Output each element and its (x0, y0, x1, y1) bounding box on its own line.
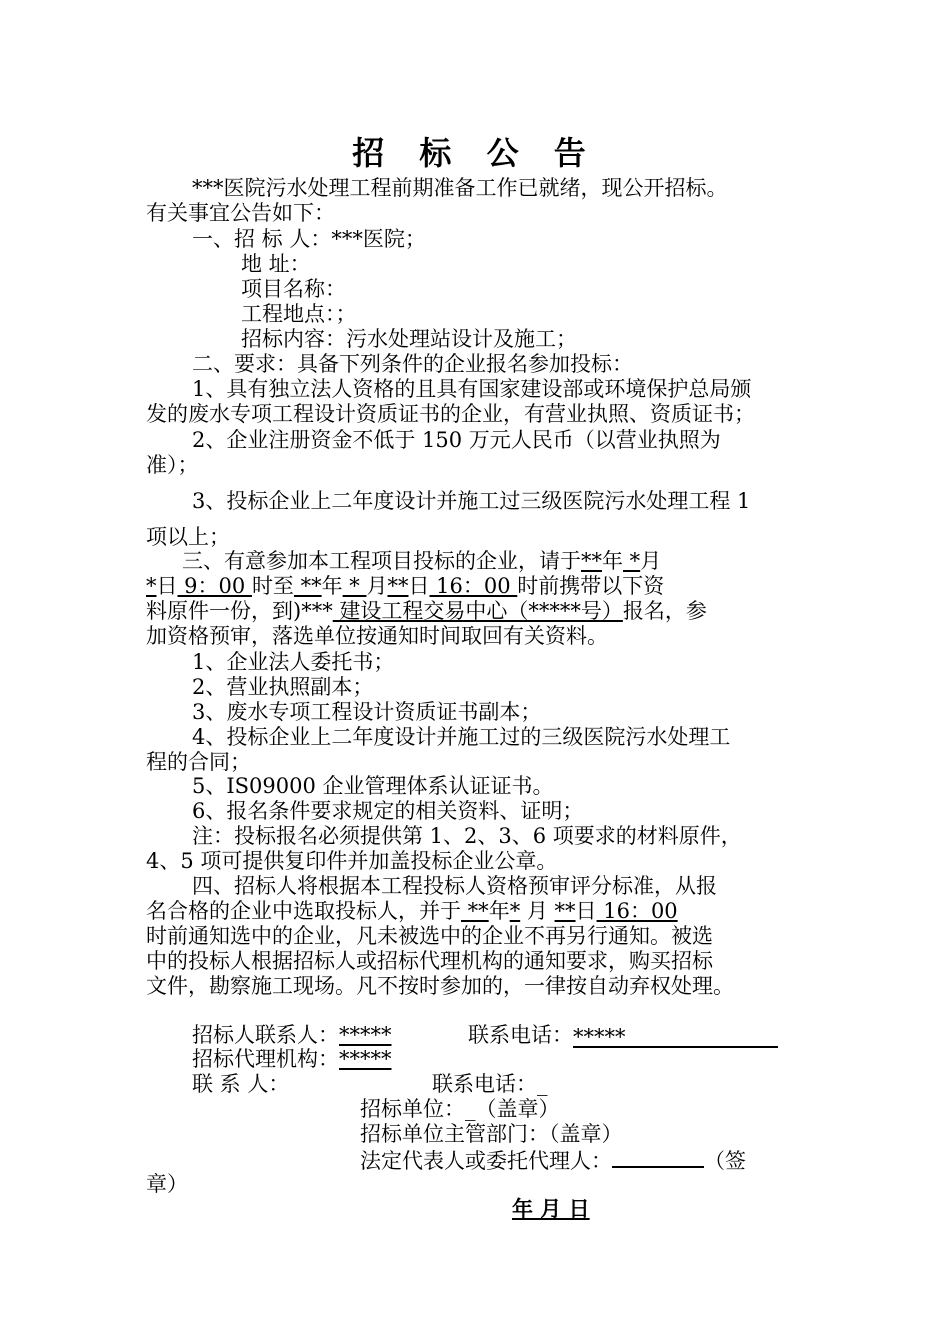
section3-text: 月 (640, 549, 662, 573)
agency-label: 招标代理机构： (192, 1047, 339, 1071)
section3-text: 三、有意参加本工程项目投标的企业，请于 (182, 549, 581, 573)
section3-line-2 (146, 573, 664, 599)
intro-line-1: ***医院污水处理工程前期准备工作已就绪，现公开招标。 (192, 176, 728, 200)
section1-content: 招标内容：污水处理站设计及施工； (241, 327, 577, 351)
contact-line (192, 1022, 392, 1048)
agency-line (192, 1046, 392, 1072)
requirement-3a: 3、投标企业上二年度设计并施工过三级医院污水处理工程 1 (192, 489, 751, 513)
section4-line-5: 文件，勘察施工现场。凡不按时参加的，一律按自动弃权处理。 (146, 974, 734, 998)
agency-value: ***** (339, 1047, 392, 1071)
rep-tail: （签 (704, 1149, 746, 1173)
footer-date: 年 月 日 (512, 1197, 590, 1221)
doc-item: 4、投标企业上二年度设计并施工过的三级医院污水处理工 (192, 725, 731, 749)
doc-item: 5、IS09000 企业管理体系认证证书。 (192, 774, 554, 798)
section3-text: 月 (366, 574, 388, 598)
requirement-2b: 准）； (146, 453, 199, 477)
section4-text: 月 (520, 899, 555, 923)
date-fill-year: ** (581, 549, 602, 573)
section3-line-1 (182, 548, 661, 574)
section3-text: 时前携带以下资 (517, 574, 665, 598)
section4-text: 年 (488, 899, 510, 923)
section1-location: 工程地点：； (241, 302, 357, 326)
section2-heading: 二、要求：具备下列条件的企业报名参加投标： (192, 352, 633, 376)
date-fill-day: ** (554, 899, 576, 923)
section1-heading: 一、招 标 人：***医院； (192, 227, 426, 251)
requirement-1b: 发的废水专项工程设计资质证书的企业，有营业执照、资质证书； (146, 402, 755, 426)
phone-line (468, 1022, 778, 1048)
doc-item: 3、废水专项工程设计资质证书副本； (192, 700, 542, 724)
date-fill-month: * (342, 574, 367, 598)
section4-line-4: 中的投标人根据招标人或招标代理机构的通知要求，购买招标 (146, 949, 713, 973)
note-line-1: 注：投标报名必须提供第 1、2、3、6 项要求的材料原件， (192, 824, 742, 848)
contact-label: 招标人联系人： (192, 1023, 339, 1047)
intro-line-2: 有关事宜公告如下： (146, 201, 335, 225)
time-fill-start: 9：00 (177, 574, 252, 598)
section3-text: 报名，参 (622, 599, 707, 623)
rep-tail-2: 章） (146, 1172, 188, 1196)
section4-line-1: 四、招标人将根据本工程投标人资格预审评分标准，从报 (192, 874, 717, 898)
requirement-2a: 2、企业注册资金不低于 150 万元人民币（以营业执照为 (192, 428, 721, 452)
date-fill-month: * (623, 549, 641, 573)
signature-blank (612, 1146, 704, 1168)
unit-label: 招标单位：_（盖章） (360, 1097, 560, 1121)
contact-value: ***** (339, 1023, 392, 1047)
section3-text: 年 (321, 574, 343, 598)
date-fill-year: ** (293, 574, 322, 598)
section1-project-name: 项目名称： (241, 277, 346, 301)
dept-label: 招标单位主管部门：（盖章） (360, 1122, 623, 1146)
date-fill-year: ** (461, 899, 489, 923)
phone-label: 联系电话： (468, 1023, 573, 1047)
section3-line-4: 加资格预审，落选单位按通知时间取回有关资料。 (146, 624, 608, 648)
section4-line-2 (146, 898, 678, 924)
section3-text: 日 (408, 574, 430, 598)
section3-line-3 (146, 598, 707, 624)
section1-address: 地 址： (241, 252, 311, 276)
phone-value: ***** (573, 1025, 626, 1049)
person-label: 联 系 人： (192, 1072, 290, 1096)
phone2-label: 联系电话：_ (432, 1072, 548, 1096)
phone-blank (573, 1024, 778, 1048)
doc-item: 2、营业执照副本； (192, 675, 374, 699)
doc-item: 6、报名条件要求规定的相关资料、证明； (192, 799, 584, 823)
document-title: 招 标 公 告 (352, 134, 598, 172)
venue-fill: 建设工程交易中心（*****号） (332, 599, 623, 623)
section4-line-3: 时前通知选中的企业，凡未被选中的企业不再另行通知。被选 (146, 924, 713, 948)
section3-text: 料原件一份，到)*** (146, 599, 333, 623)
section3-text: 时至 (251, 574, 294, 598)
section3-text: 年 (602, 549, 623, 573)
time-fill-end: 16：00 (429, 574, 518, 598)
date-fill-day: * (146, 574, 157, 598)
rep-label: 法定代表人或委托代理人： (360, 1149, 612, 1173)
doc-item: 1、企业法人委托书； (192, 650, 395, 674)
requirement-3b: 项以上； (146, 525, 230, 549)
rep-line (360, 1146, 746, 1172)
section4-text: 日 (575, 899, 597, 923)
requirement-1a: 1、具有独立法人资格的且具有国家建设部或环境保护总局颁 (192, 377, 752, 401)
time-fill: 16：00 (596, 899, 678, 923)
date-fill-month: * (509, 899, 521, 923)
section3-text: 日 (156, 574, 178, 598)
note-line-2: 4、5 项可提供复印件并加盖投标企业公章。 (146, 849, 558, 873)
doc-item: 程的合同； (146, 750, 251, 774)
date-fill-day: ** (387, 574, 409, 598)
section4-text: 名合格的企业中选取投标人，并于 (146, 899, 461, 923)
